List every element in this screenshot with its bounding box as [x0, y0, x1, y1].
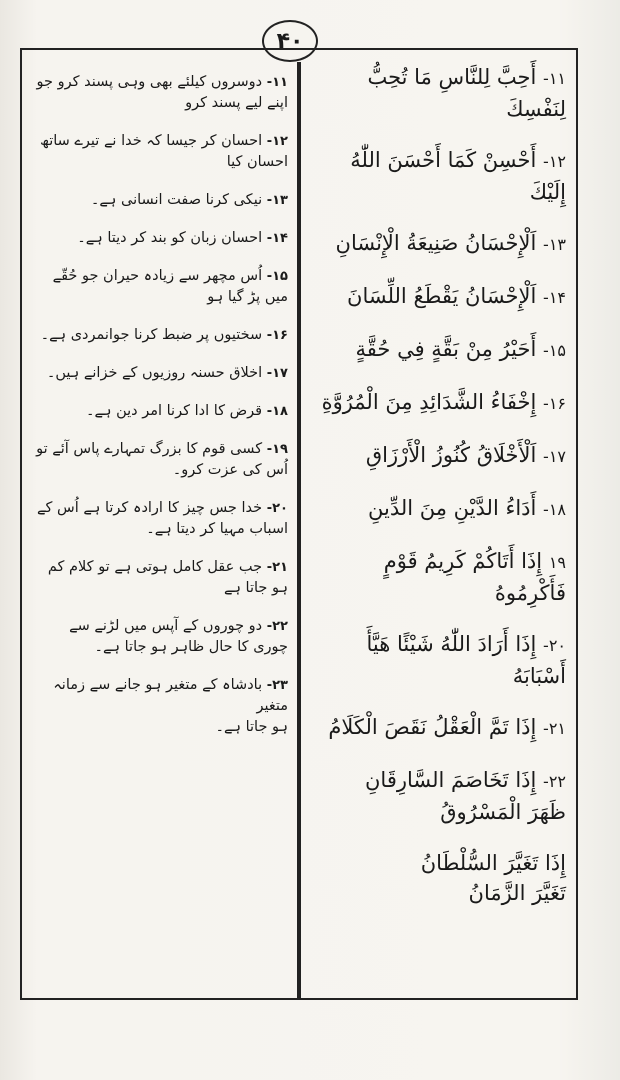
- urdu-translation-number: ۱۴-: [266, 231, 288, 246]
- urdu-translation-line: [30, 616, 288, 637]
- urdu-translation-number: ۱۲-: [266, 134, 288, 149]
- arabic-proverb: [304, 712, 574, 744]
- arabic-proverb: [304, 765, 574, 827]
- arabic-proverb-text: أَسْبَابَهُ: [512, 664, 566, 688]
- urdu-translation-number: ۱۵-: [266, 269, 288, 284]
- urdu-translation-text: اخلاق حسنہ روزیوں کے خزانے ہیں۔: [46, 365, 263, 381]
- urdu-translation-number: ۱۹-: [266, 442, 288, 457]
- urdu-translation-line: [30, 557, 288, 599]
- arabic-proverb-text: اَلْأَخْلَاقُ كُنُوزُ الْأَرْزَاقِ: [365, 443, 537, 467]
- arabic-proverb-number: ۱۸-: [543, 500, 566, 519]
- arabic-proverb-line: [310, 281, 566, 313]
- urdu-translation: [24, 401, 294, 422]
- urdu-translation-number: ۱۸-: [266, 404, 288, 419]
- urdu-translation-text: جب عقل کامل ہوتی ہے تو کلام کم ہو جاتا ہے: [47, 559, 288, 596]
- arabic-proverb-number: ۱۷-: [543, 447, 566, 466]
- urdu-column: [24, 72, 294, 755]
- arabic-proverb-number: ۱۹: [548, 553, 566, 572]
- arabic-proverb-line: [310, 878, 566, 908]
- urdu-translation-line: [30, 363, 288, 384]
- urdu-translation-number: ۱۶-: [266, 328, 288, 343]
- urdu-translation-number: ۱۷-: [266, 366, 288, 381]
- urdu-translation-line: [30, 190, 288, 211]
- urdu-translation-line: [30, 637, 288, 658]
- urdu-translation-line: [30, 439, 288, 460]
- urdu-translation-line: [30, 228, 288, 249]
- arabic-proverb-number: ۱۴-: [543, 288, 566, 307]
- arabic-proverb-line: [310, 62, 566, 124]
- arabic-proverb-number: ۲۲-: [543, 772, 566, 791]
- urdu-translation: [24, 439, 294, 481]
- arabic-proverb-line: [310, 629, 566, 661]
- arabic-proverb-line: [310, 228, 566, 260]
- urdu-translation: [24, 325, 294, 346]
- urdu-translation-line: [30, 675, 288, 717]
- urdu-translation: [24, 557, 294, 599]
- urdu-translation-line: [30, 72, 288, 114]
- urdu-translation-number: ۲۳-: [266, 678, 288, 693]
- arabic-proverb-line: [310, 145, 566, 207]
- urdu-translation-text: احسان کر جیسا کہ خدا نے تیرے ساتھ احسان کیا: [40, 133, 288, 170]
- arabic-proverb: [304, 281, 574, 313]
- urdu-translation-text: اُس مچھر سے زیادہ حیران جو حُقّے میں پڑ گیا ہو: [52, 268, 288, 305]
- urdu-translation-number: ۱۱-: [266, 75, 288, 90]
- urdu-translation-text: نیکی کرنا صفت انسانی ہے۔: [90, 192, 263, 208]
- arabic-proverb-number: ۲۰-: [543, 636, 566, 655]
- arabic-proverb: [304, 228, 574, 260]
- arabic-proverb-text: أَدَاءُ الدَّيْنِ مِنَ الدِّينِ: [368, 496, 537, 520]
- urdu-translation-text: ہو جاتا ہے۔: [215, 719, 288, 735]
- arabic-proverb: [304, 145, 574, 207]
- arabic-proverb-number: ۱۶-: [543, 394, 566, 413]
- arabic-proverb-line: [310, 578, 566, 608]
- urdu-translation-number: ۲۰-: [266, 501, 288, 516]
- arabic-proverb: [304, 62, 574, 124]
- arabic-proverb-text: أَحَيْرُ مِنْ بَقَّةٍ فِي حُقَّةٍ: [355, 337, 537, 361]
- urdu-translation-line: [30, 401, 288, 422]
- arabic-proverb: [304, 629, 574, 691]
- arabic-proverb-number: ۲۱-: [543, 719, 566, 738]
- urdu-translation-text: دو چوروں کے آپس میں لڑنے سے: [69, 618, 263, 634]
- page-number: ۴۰: [262, 20, 318, 62]
- urdu-translation-text: چوری کا حال ظاہر ہو جاتا ہے۔: [94, 639, 288, 655]
- arabic-proverb-text: أَحْسِنْ كَمَا أَحْسَنَ اللّٰهُ إِلَيْكَ: [350, 148, 566, 204]
- urdu-translation: [24, 675, 294, 738]
- urdu-translation-text: احسان زبان کو بند کر دیتا ہے۔: [77, 230, 263, 246]
- arabic-proverb-text: اَلْإِحْسَانُ يَقْطَعُ اللِّسَانَ: [347, 284, 537, 308]
- urdu-translation-text: بادشاہ کے متغیر ہو جانے سے زمانہ متغیر: [53, 677, 288, 714]
- urdu-translation: [24, 363, 294, 384]
- arabic-proverb-text: إِذَا تَغَيَّرَ السُّلْطَانُ: [420, 851, 566, 875]
- arabic-proverb-line: [310, 334, 566, 366]
- arabic-proverb-number: ۱۲-: [543, 152, 566, 171]
- arabic-proverb-text: ظَهَرَ الْمَسْرُوقُ: [440, 800, 566, 824]
- arabic-proverb-line: [310, 765, 566, 797]
- urdu-translation-text: اُس کی عزت کرو۔: [172, 462, 288, 478]
- urdu-translation-number: ۱۳-: [266, 193, 288, 208]
- urdu-translation: [24, 131, 294, 173]
- arabic-proverb-line: [310, 546, 566, 578]
- arabic-proverb-line: [310, 712, 566, 744]
- arabic-proverb-line: [310, 797, 566, 827]
- arabic-proverb-text: إِذَا أَرَادَ اللّٰهُ شَيْئًا هَيَّأَ: [366, 632, 537, 656]
- arabic-proverb-number: ۱۵-: [543, 341, 566, 360]
- arabic-proverb-line: [310, 493, 566, 525]
- arabic-proverb-number: ۱۳-: [543, 235, 566, 254]
- arabic-proverb-text: تَغَيَّرَ الزَّمَانُ: [468, 881, 566, 905]
- urdu-translation-number: ۲۲-: [266, 619, 288, 634]
- urdu-translation: [24, 72, 294, 114]
- urdu-translation-line: [30, 460, 288, 481]
- arabic-proverb: [304, 387, 574, 419]
- urdu-translation-line: [30, 131, 288, 173]
- arabic-proverb-line: [310, 848, 566, 878]
- arabic-proverb-text: اَلْإِحْسَانُ صَنِيعَةُ الْإِنْسَانِ: [335, 231, 537, 255]
- arabic-proverb-text: إِذَا تَخَاصَمَ السَّارِقَانِ: [365, 768, 537, 792]
- arabic-proverb-text: إِذَا تَمَّ الْعَقْلُ نَقَصَ الْكَلَامُ: [328, 715, 537, 739]
- arabic-proverb-text: أَحِبَّ لِلنَّاسِ مَا تُحِبُّ لِنَفْسِكَ: [367, 65, 566, 121]
- arabic-proverb: [304, 493, 574, 525]
- arabic-proverb-line: [310, 661, 566, 691]
- column-divider: [297, 62, 301, 1000]
- urdu-translation-text: دوسروں کیلئے بھی وہی پسند کرو جو اپنے لیے پسند کرو: [36, 74, 288, 111]
- arabic-proverb-line: [310, 387, 566, 419]
- urdu-translation: [24, 190, 294, 211]
- urdu-translation-line: [30, 498, 288, 519]
- urdu-translation: [24, 228, 294, 249]
- urdu-translation-text: قرض کا ادا کرنا امر دین ہے۔: [85, 403, 263, 419]
- urdu-translation-text: اسباب مہیا کر دیتا ہے۔: [146, 521, 288, 537]
- arabic-proverb-text: إِذَا أَتَاكُمْ كَرِيمُ قَوْمٍ: [383, 549, 543, 573]
- arabic-column: [304, 62, 574, 929]
- arabic-proverb: [304, 440, 574, 472]
- urdu-translation-number: ۲۱-: [266, 560, 288, 575]
- arabic-proverb: [304, 848, 574, 908]
- arabic-proverb-text: فَأَكْرِمُوهُ: [494, 581, 566, 605]
- arabic-proverb-line: [310, 440, 566, 472]
- arabic-proverb-text: إِخْفَاءُ الشَّدَائِدِ مِنَ الْمُرُوَّةِ: [321, 390, 537, 414]
- urdu-translation-line: [30, 266, 288, 308]
- urdu-translation: [24, 266, 294, 308]
- urdu-translation: [24, 498, 294, 540]
- arabic-proverb: [304, 334, 574, 366]
- urdu-translation-text: سختیوں پر ضبط کرنا جوانمردی ہے۔: [40, 327, 263, 343]
- arabic-proverb: [304, 546, 574, 608]
- arabic-proverb-number: ۱۱-: [543, 69, 566, 88]
- urdu-translation-text: خدا جس چیز کا ارادہ کرتا ہے اُس کے: [37, 500, 263, 516]
- urdu-translation-text: کسی قوم کا بزرگ تمہارے پاس آئے تو: [36, 441, 263, 457]
- urdu-translation-line: [30, 325, 288, 346]
- urdu-translation: [24, 616, 294, 658]
- urdu-translation-line: [30, 717, 288, 738]
- urdu-translation-line: [30, 519, 288, 540]
